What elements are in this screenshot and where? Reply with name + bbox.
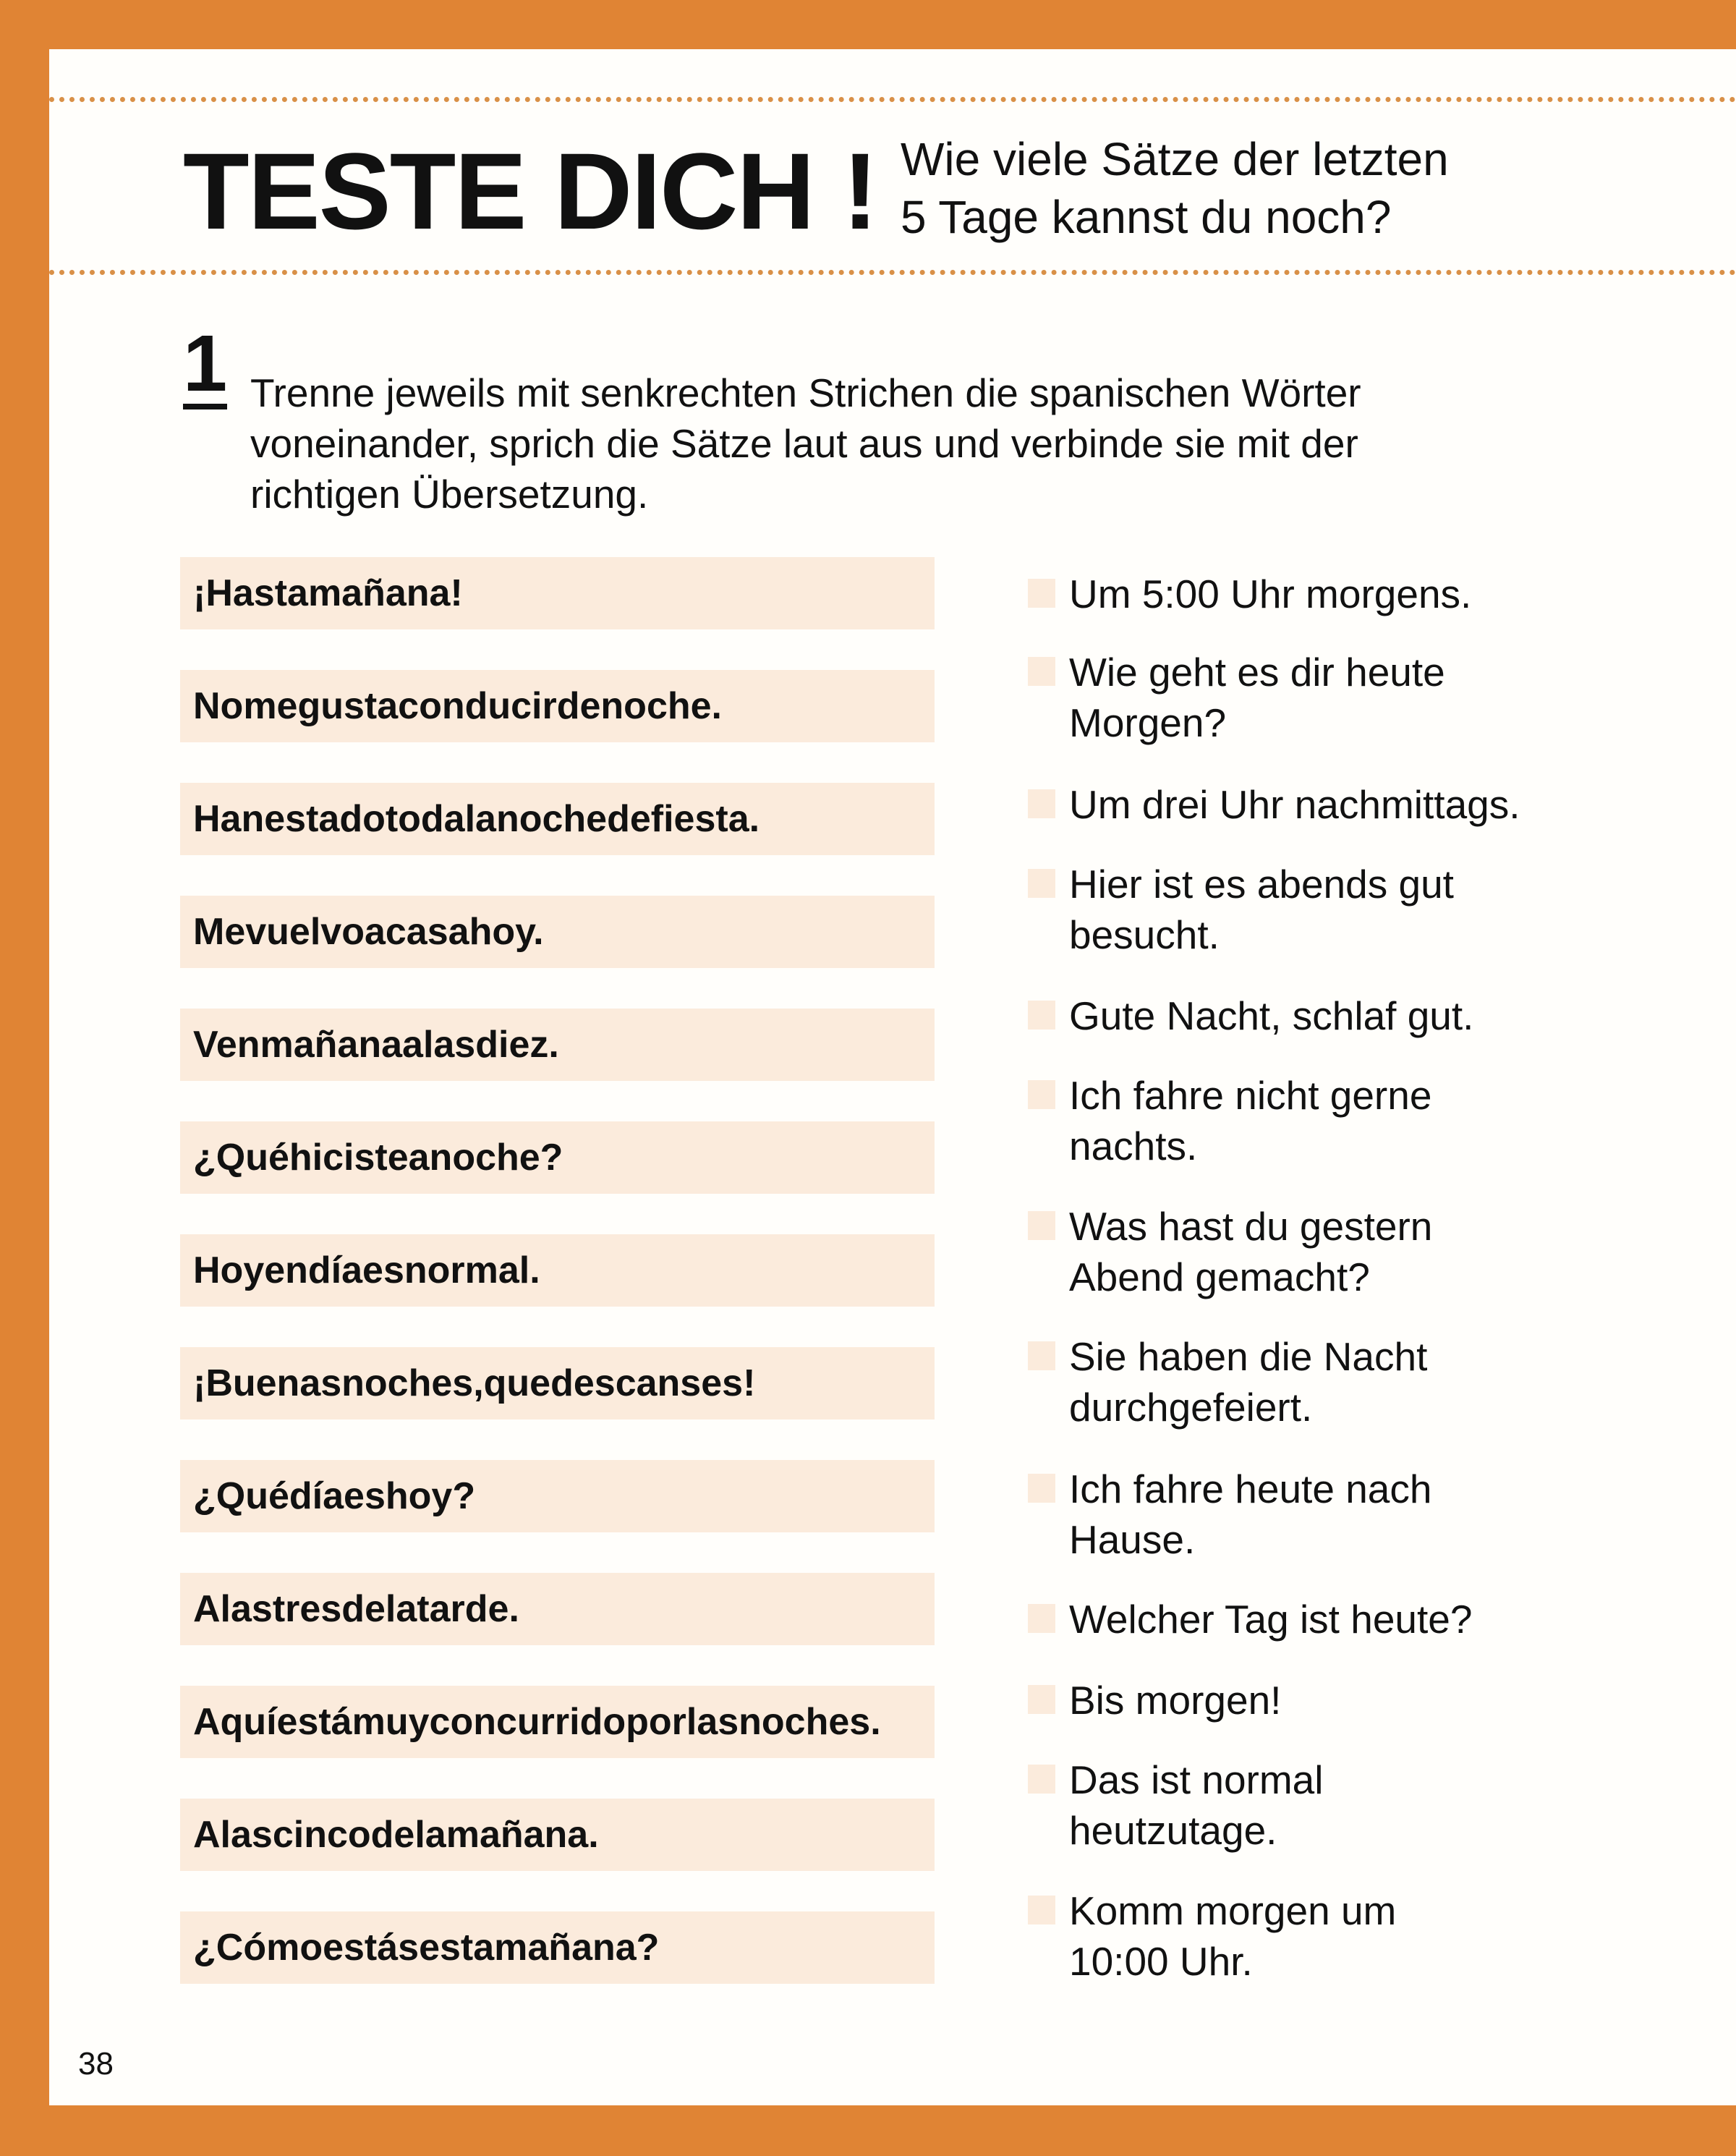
page [49,49,1736,2105]
german-translation-item [1028,779,1643,830]
translation-text-line: Morgen? [1069,700,1227,745]
checkbox[interactable] [1028,1604,1055,1633]
checkbox[interactable] [1028,657,1055,686]
spanish-sentence-box[interactable]: ¿Quédíaeshoy? [180,1460,935,1532]
german-translation-item [1028,1675,1643,1726]
spanish-sentence-box[interactable]: Aquíestámuyconcurridoporlasnoches. [180,1686,935,1758]
german-translation-item [1028,1594,1643,1644]
translation-text-line: Was hast du gestern [1069,1204,1433,1249]
german-translation-item [1028,1070,1643,1171]
page-number: 38 [78,2046,114,2081]
spanish-sentence-box[interactable]: ¡Buenasnoches,quedescanses! [180,1347,935,1419]
checkbox[interactable] [1028,579,1055,608]
translation-text-line: 10:00 Uhr. [1069,1939,1253,1984]
translation-text-line: Komm morgen um [1069,1888,1397,1933]
spanish-sentence-box[interactable]: Venmañanaalasdiez. [180,1009,935,1081]
checkbox[interactable] [1028,1341,1055,1370]
german-translation-item [1028,647,1643,748]
translation-text-line: nachts. [1069,1124,1198,1168]
spanish-sentence-box[interactable]: ¿Cómoestásestamañana? [180,1911,935,1984]
translation-text-line: Um 5:00 Uhr morgens. [1069,572,1472,616]
translation-text-line: Ich fahre heute nach [1069,1467,1432,1511]
instruction-line: voneinander, sprich die Sätze laut aus und verbinde sie mit der [250,421,1358,466]
spanish-sentence-box[interactable]: Hoyendíaesnormal. [180,1234,935,1307]
german-translation-item [1028,569,1643,619]
translation-text-line: Abend gemacht? [1069,1255,1370,1299]
subtitle-line: 5 Tage kannst du noch? [901,191,1392,243]
dotted-divider-top [49,97,1736,102]
translation-text-line: durchgefeiert. [1069,1385,1313,1430]
translation-text-line: Welcher Tag ist heute? [1069,1597,1473,1642]
translation-text-line: Ich fahre nicht gerne [1069,1073,1432,1118]
german-translation-item [1028,1885,1643,1987]
spanish-sentence-box[interactable]: ¿Quéhicisteanoche? [180,1121,935,1194]
checkbox[interactable] [1028,789,1055,818]
german-translation-item [1028,990,1643,1041]
spanish-sentence-box[interactable]: Mevuelvoacasahoy. [180,896,935,968]
checkbox[interactable] [1028,1685,1055,1714]
exercise-number: 1 [183,319,228,408]
checkbox[interactable] [1028,1080,1055,1109]
translation-text-line: Sie haben die Nacht [1069,1334,1428,1379]
translation-text-line: besucht. [1069,912,1220,957]
german-translation-item [1028,1331,1643,1433]
translation-text-line: Hier ist es abends gut [1069,862,1454,907]
checkbox[interactable] [1028,869,1055,898]
translation-text-line: Hause. [1069,1517,1196,1562]
translation-text-line: Bis morgen! [1069,1678,1282,1723]
spanish-sentence-box[interactable]: ¡Hastamañana! [180,557,935,629]
exercise-instruction [250,368,1552,519]
subtitle-line: Wie viele Sätze der letzten [901,133,1449,185]
translation-text-line: Das ist normal [1069,1757,1324,1802]
translation-text-line: heutzutage. [1069,1808,1277,1853]
checkbox[interactable] [1028,1896,1055,1924]
page-subtitle [901,130,1449,246]
page-title: TESTE DICH ! [183,130,877,252]
german-translation-item [1028,859,1643,960]
german-translation-item [1028,1201,1643,1302]
spanish-sentence-box[interactable]: Alastresdelatarde. [180,1573,935,1645]
german-translation-item [1028,1754,1643,1856]
spanish-sentence-box[interactable]: Alascincodelamañana. [180,1799,935,1871]
translation-text-line: Um drei Uhr nachmittags. [1069,782,1520,827]
translation-text-line: Wie geht es dir heute [1069,650,1445,695]
instruction-line: richtigen Übersetzung. [250,472,649,517]
instruction-line: Trenne jeweils mit senkrechten Strichen die spanischen Wörter [250,370,1361,415]
spanish-sentence-box[interactable]: Hanestadotodalanochedefiesta. [180,783,935,855]
checkbox[interactable] [1028,1211,1055,1240]
translation-text-line: Gute Nacht, schlaf gut. [1069,993,1474,1038]
checkbox[interactable] [1028,1001,1055,1030]
checkbox[interactable] [1028,1765,1055,1794]
checkbox[interactable] [1028,1474,1055,1503]
german-translation-item [1028,1464,1643,1565]
spanish-sentence-box[interactable]: Nomegustaconducirdenoche. [180,670,935,742]
dotted-divider-bottom [49,270,1736,275]
